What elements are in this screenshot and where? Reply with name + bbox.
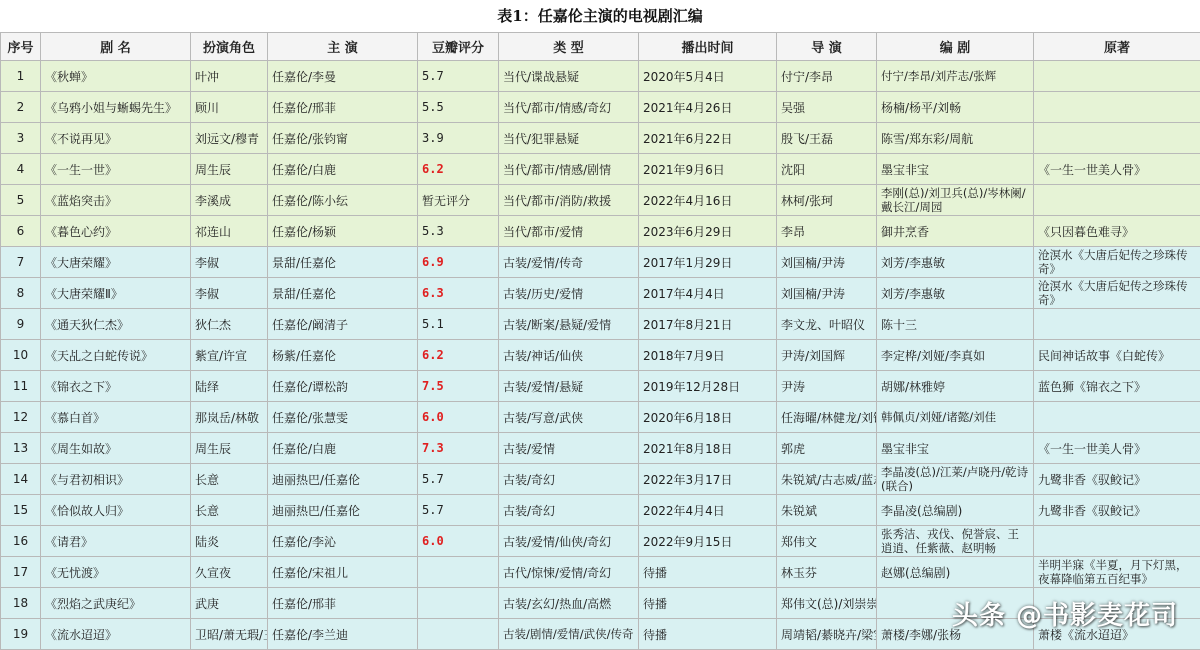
cell-genre: 古装/奇幻 xyxy=(499,495,639,526)
cell-role: 李俶 xyxy=(191,278,268,309)
cell-leads: 任嘉伦/李兰迪 xyxy=(268,619,418,650)
cell-air-date: 待播 xyxy=(639,619,777,650)
cell-source-novel xyxy=(1034,309,1200,340)
cell-title: 《秋蝉》 xyxy=(41,61,191,92)
table-row xyxy=(1,433,1200,464)
table-row xyxy=(1,278,1200,309)
cell-screenwriter: 萧楼/李娜/张杨 xyxy=(877,619,1034,650)
cell-title: 《一生一世》 xyxy=(41,154,191,185)
cell-air-date: 2021年4月26日 xyxy=(639,92,777,123)
cell-role: 卫昭/萧无瑕/ xyxy=(191,619,268,650)
cell-screenwriter: 李晶凌(总编剧) xyxy=(877,495,1034,526)
cell-genre: 古装/玄幻/热血/高燃 xyxy=(499,588,639,619)
cell-leads: 任嘉伦/张慧雯 xyxy=(268,402,418,433)
cell-role: 紫宣/许宣 xyxy=(191,340,268,371)
cell-title: 《流水迢迢》 xyxy=(41,619,191,650)
cell-no: 11 xyxy=(1,371,41,402)
cell-title: 《通天狄仁杰》 xyxy=(41,309,191,340)
cell-air-date: 2022年4月4日 xyxy=(639,495,777,526)
cell-source-novel xyxy=(1034,185,1200,216)
cell-air-date: 2021年9月6日 xyxy=(639,154,777,185)
cell-air-date: 2022年3月17日 xyxy=(639,464,777,495)
cell-leads: 任嘉伦/李曼 xyxy=(268,61,418,92)
cell-douban-score: 5.7 xyxy=(418,495,499,526)
table-row xyxy=(1,526,1200,557)
cell-no: 8 xyxy=(1,278,41,309)
cell-source-novel: 蓝色狮《锦衣之下》 xyxy=(1034,371,1200,402)
cell-genre: 当代/都市/爱情 xyxy=(499,216,639,247)
cell-role: 刘远文/穆青 xyxy=(191,123,268,154)
cell-genre: 当代/犯罪悬疑 xyxy=(499,123,639,154)
cell-screenwriter: 墨宝非宝 xyxy=(877,433,1034,464)
cell-air-date: 2018年7月9日 xyxy=(639,340,777,371)
cell-leads: 任嘉伦/阚清子 xyxy=(268,309,418,340)
cell-screenwriter: 杨楠/杨平/刘畅 xyxy=(877,92,1034,123)
table-row xyxy=(1,185,1200,216)
cell-no: 2 xyxy=(1,92,41,123)
header-leads: 主 演 xyxy=(268,33,418,61)
cell-source-novel: 九鹭非香《驭鲛记》 xyxy=(1034,464,1200,495)
cell-screenwriter: 李刚(总)/刘卫兵(总)/岑林阑/戴长江/周园 xyxy=(877,185,1034,216)
cell-screenwriter: 墨宝非宝 xyxy=(877,154,1034,185)
cell-no: 10 xyxy=(1,340,41,371)
cell-director: 郭虎 xyxy=(777,433,877,464)
cell-source-novel: 萧楼《流水迢迢》 xyxy=(1034,619,1200,650)
cell-douban-score xyxy=(418,588,499,619)
cell-title: 《周生如故》 xyxy=(41,433,191,464)
cell-screenwriter: 陈雪/郑东彩/周航 xyxy=(877,123,1034,154)
cell-leads: 任嘉伦/邢菲 xyxy=(268,588,418,619)
cell-leads: 任嘉伦/李沁 xyxy=(268,526,418,557)
cell-screenwriter: 张秀洁、戎伐、倪誉宸、王逍逍、任紫薇、赵明畅 xyxy=(877,526,1034,557)
cell-leads: 杨紫/任嘉伦 xyxy=(268,340,418,371)
cell-genre: 古装/断案/悬疑/爱情 xyxy=(499,309,639,340)
cell-role: 狄仁杰 xyxy=(191,309,268,340)
cell-no: 6 xyxy=(1,216,41,247)
cell-douban-score: 7.5 xyxy=(418,371,499,402)
cell-title: 《锦衣之下》 xyxy=(41,371,191,402)
cell-genre: 古装/剧情/爱情/武侠/传奇 xyxy=(499,619,639,650)
cell-title: 《不说再见》 xyxy=(41,123,191,154)
cell-douban-score: 5.3 xyxy=(418,216,499,247)
cell-air-date: 2019年12月28日 xyxy=(639,371,777,402)
cell-no: 13 xyxy=(1,433,41,464)
cell-title: 《请君》 xyxy=(41,526,191,557)
cell-director: 尹涛/刘国辉 xyxy=(777,340,877,371)
cell-screenwriter: 刘芳/李惠敏 xyxy=(877,247,1034,278)
header-screenwriter: 编 剧 xyxy=(877,33,1034,61)
cell-genre: 当代/都市/消防/救援 xyxy=(499,185,639,216)
header-role: 扮演角色 xyxy=(191,33,268,61)
cell-source-novel: 九鹭非香《驭鲛记》 xyxy=(1034,495,1200,526)
cell-no: 5 xyxy=(1,185,41,216)
cell-role: 陆炎 xyxy=(191,526,268,557)
header-title: 剧 名 xyxy=(41,33,191,61)
cell-air-date: 2020年5月4日 xyxy=(639,61,777,92)
cell-air-date: 2022年4月16日 xyxy=(639,185,777,216)
cell-douban-score: 7.3 xyxy=(418,433,499,464)
cell-director: 郑伟文 xyxy=(777,526,877,557)
page-title: 表1：任嘉伦主演的电视剧汇编 xyxy=(0,0,1200,32)
cell-role: 李俶 xyxy=(191,247,268,278)
cell-douban-score xyxy=(418,557,499,588)
cell-source-novel xyxy=(1034,123,1200,154)
cell-role: 那岚岳/林敬 xyxy=(191,402,268,433)
cell-title: 《恰似故人归》 xyxy=(41,495,191,526)
cell-air-date: 2021年6月22日 xyxy=(639,123,777,154)
cell-leads: 任嘉伦/杨颖 xyxy=(268,216,418,247)
cell-douban-score: 6.9 xyxy=(418,247,499,278)
cell-screenwriter: 李晶凌(总)/江莱/卢晓丹/乾诗(联合) xyxy=(877,464,1034,495)
cell-role: 叶冲 xyxy=(191,61,268,92)
cell-no: 17 xyxy=(1,557,41,588)
cell-genre: 古装/写意/武侠 xyxy=(499,402,639,433)
table-row xyxy=(1,247,1200,278)
cell-director: 殷飞/王磊 xyxy=(777,123,877,154)
table-header-row xyxy=(1,33,1200,61)
cell-leads: 任嘉伦/宋祖儿 xyxy=(268,557,418,588)
table-row xyxy=(1,557,1200,588)
cell-role: 长意 xyxy=(191,464,268,495)
cell-title: 《无忧渡》 xyxy=(41,557,191,588)
cell-no: 7 xyxy=(1,247,41,278)
cell-role: 久宣夜 xyxy=(191,557,268,588)
cell-director: 林柯/张珂 xyxy=(777,185,877,216)
cell-douban-score: 6.2 xyxy=(418,340,499,371)
cell-director: 林玉芬 xyxy=(777,557,877,588)
cell-title: 《与君初相识》 xyxy=(41,464,191,495)
cell-source-novel xyxy=(1034,526,1200,557)
drama-table xyxy=(0,32,1200,650)
cell-douban-score: 6.2 xyxy=(418,154,499,185)
cell-leads: 迪丽热巴/任嘉伦 xyxy=(268,495,418,526)
cell-title: 《大唐荣耀Ⅱ》 xyxy=(41,278,191,309)
cell-douban-score: 5.5 xyxy=(418,92,499,123)
cell-air-date: 2017年8月21日 xyxy=(639,309,777,340)
table-row xyxy=(1,154,1200,185)
table-row xyxy=(1,371,1200,402)
cell-douban-score: 6.0 xyxy=(418,526,499,557)
cell-title: 《暮色心约》 xyxy=(41,216,191,247)
cell-genre: 古装/历史/爱情 xyxy=(499,278,639,309)
cell-source-novel: 沧溟水《大唐后妃传之珍珠传奇》 xyxy=(1034,278,1200,309)
table-row xyxy=(1,495,1200,526)
cell-role: 武庚 xyxy=(191,588,268,619)
cell-director: 刘国楠/尹涛 xyxy=(777,278,877,309)
cell-douban-score: 3.9 xyxy=(418,123,499,154)
cell-director: 朱锐斌/古志威/蓝 xyxy=(777,464,877,495)
cell-leads: 任嘉伦/邢菲 xyxy=(268,92,418,123)
cell-title: 《乌鸦小姐与蜥蜴先生》 xyxy=(41,92,191,123)
cell-douban-score: 6.3 xyxy=(418,278,499,309)
cell-source-novel: 《只因暮色难寻》 xyxy=(1034,216,1200,247)
cell-director: 朱锐斌 xyxy=(777,495,877,526)
cell-role: 周生辰 xyxy=(191,433,268,464)
cell-role: 长意 xyxy=(191,495,268,526)
cell-title: 《大唐荣耀》 xyxy=(41,247,191,278)
cell-role: 陆绎 xyxy=(191,371,268,402)
cell-douban-score: 6.0 xyxy=(418,402,499,433)
cell-title: 《烈焰之武庚纪》 xyxy=(41,588,191,619)
cell-title: 《慕白首》 xyxy=(41,402,191,433)
cell-no: 18 xyxy=(1,588,41,619)
cell-leads: 任嘉伦/张钧甯 xyxy=(268,123,418,154)
cell-air-date: 2017年4月4日 xyxy=(639,278,777,309)
cell-title: 《天乩之白蛇传说》 xyxy=(41,340,191,371)
cell-director: 吴强 xyxy=(777,92,877,123)
cell-genre: 古装/爱情 xyxy=(499,433,639,464)
cell-source-novel xyxy=(1034,92,1200,123)
cell-director: 郑伟文(总)/刘崇崇 xyxy=(777,588,877,619)
cell-genre: 当代/都市/情感/剧情 xyxy=(499,154,639,185)
cell-leads: 任嘉伦/谭松韵 xyxy=(268,371,418,402)
cell-genre: 当代/谍战悬疑 xyxy=(499,61,639,92)
cell-no: 15 xyxy=(1,495,41,526)
cell-leads: 任嘉伦/陈小纭 xyxy=(268,185,418,216)
cell-source-novel: 《一生一世美人骨》 xyxy=(1034,154,1200,185)
cell-source-novel: 沧溟水《大唐后妃传之珍珠传奇》 xyxy=(1034,247,1200,278)
cell-screenwriter: 陈十三 xyxy=(877,309,1034,340)
header-director: 导 演 xyxy=(777,33,877,61)
cell-douban-score: 5.1 xyxy=(418,309,499,340)
cell-role: 李溪成 xyxy=(191,185,268,216)
table-row xyxy=(1,309,1200,340)
watermark: 头条 @书影麦花司 xyxy=(952,595,1178,632)
cell-leads: 任嘉伦/白鹿 xyxy=(268,433,418,464)
cell-genre: 古装/爱情/悬疑 xyxy=(499,371,639,402)
cell-air-date: 2020年6月18日 xyxy=(639,402,777,433)
cell-role: 周生辰 xyxy=(191,154,268,185)
cell-director: 尹涛 xyxy=(777,371,877,402)
cell-air-date: 2017年1月29日 xyxy=(639,247,777,278)
cell-air-date: 2023年6月29日 xyxy=(639,216,777,247)
table-row xyxy=(1,402,1200,433)
cell-air-date: 待播 xyxy=(639,557,777,588)
cell-genre: 古装/爱情/仙侠/奇幻 xyxy=(499,526,639,557)
cell-screenwriter: 付宁/李昂/刘芹志/张辉 xyxy=(877,61,1034,92)
cell-role: 顾川 xyxy=(191,92,268,123)
cell-douban-score xyxy=(418,619,499,650)
cell-screenwriter: 御井烹香 xyxy=(877,216,1034,247)
cell-source-novel: 《一生一世美人骨》 xyxy=(1034,433,1200,464)
cell-director: 周靖韬/綦晓卉/梁 xyxy=(777,619,877,650)
header-genre: 类 型 xyxy=(499,33,639,61)
cell-no: 9 xyxy=(1,309,41,340)
table-row xyxy=(1,92,1200,123)
cell-air-date: 待播 xyxy=(639,588,777,619)
cell-source-novel xyxy=(1034,61,1200,92)
table-row xyxy=(1,340,1200,371)
header-douban-score: 豆瓣评分 xyxy=(418,33,499,61)
table-row xyxy=(1,61,1200,92)
cell-douban-score: 5.7 xyxy=(418,464,499,495)
header-air-date: 播出时间 xyxy=(639,33,777,61)
cell-no: 4 xyxy=(1,154,41,185)
cell-genre: 古装/神话/仙侠 xyxy=(499,340,639,371)
cell-title: 《蓝焰突击》 xyxy=(41,185,191,216)
cell-no: 14 xyxy=(1,464,41,495)
cell-leads: 景甜/任嘉伦 xyxy=(268,278,418,309)
table-row xyxy=(1,123,1200,154)
cell-screenwriter: 李定桦/刘娅/李真如 xyxy=(877,340,1034,371)
cell-air-date: 2021年8月18日 xyxy=(639,433,777,464)
cell-screenwriter: 赵娜(总编剧) xyxy=(877,557,1034,588)
cell-douban-score: 暂无评分 xyxy=(418,185,499,216)
cell-screenwriter: 刘芳/李惠敏 xyxy=(877,278,1034,309)
cell-no: 19 xyxy=(1,619,41,650)
header-no: 序号 xyxy=(1,33,41,61)
cell-director: 李文龙、叶昭仪 xyxy=(777,309,877,340)
cell-genre: 当代/都市/情感/奇幻 xyxy=(499,92,639,123)
cell-director: 任海曜/林健龙/刘 xyxy=(777,402,877,433)
cell-leads: 景甜/任嘉伦 xyxy=(268,247,418,278)
cell-director: 沈阳 xyxy=(777,154,877,185)
cell-director: 刘国楠/尹涛 xyxy=(777,247,877,278)
cell-air-date: 2022年9月15日 xyxy=(639,526,777,557)
cell-no: 1 xyxy=(1,61,41,92)
cell-director: 付宁/李昂 xyxy=(777,61,877,92)
cell-leads: 迪丽热巴/任嘉伦 xyxy=(268,464,418,495)
cell-no: 3 xyxy=(1,123,41,154)
cell-source-novel: 民间神话故事《白蛇传》 xyxy=(1034,340,1200,371)
cell-no: 12 xyxy=(1,402,41,433)
cell-genre: 古装/奇幻 xyxy=(499,464,639,495)
table-row xyxy=(1,464,1200,495)
cell-screenwriter: 胡娜/林雅婷 xyxy=(877,371,1034,402)
cell-douban-score: 5.7 xyxy=(418,61,499,92)
header-source-novel: 原著 xyxy=(1034,33,1200,61)
table-row xyxy=(1,216,1200,247)
cell-genre: 古装/爱情/传奇 xyxy=(499,247,639,278)
cell-director: 李昂 xyxy=(777,216,877,247)
cell-source-novel: 半明半寐《半夏，月下灯黑，夜幕降临第五百纪事》 xyxy=(1034,557,1200,588)
cell-role: 祁连山 xyxy=(191,216,268,247)
cell-source-novel xyxy=(1034,402,1200,433)
cell-genre: 古代/惊悚/爱情/奇幻 xyxy=(499,557,639,588)
cell-no: 16 xyxy=(1,526,41,557)
cell-screenwriter: 韩佩贞/刘娅/诸懿/刘佳 xyxy=(877,402,1034,433)
cell-leads: 任嘉伦/白鹿 xyxy=(268,154,418,185)
